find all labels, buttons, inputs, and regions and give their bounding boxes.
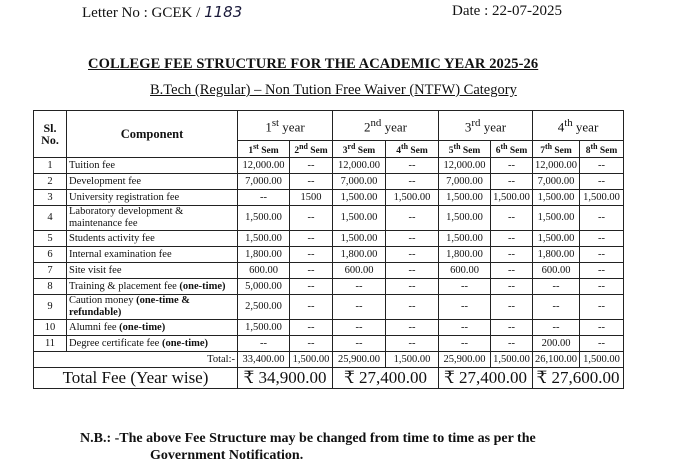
page-subtitle: B.Tech (Regular) – Non Tution Free Waiver (NTFW) Category xyxy=(150,82,517,98)
component-note: (one-time & refundable) xyxy=(69,295,191,319)
fee-cell: -- xyxy=(238,190,290,206)
row-component xyxy=(67,231,238,247)
fee-cell: -- xyxy=(439,279,491,295)
fee-cell: 1,500.00 xyxy=(533,190,580,206)
fee-cell: -- xyxy=(439,336,491,352)
semester-header: 2nd Sem xyxy=(290,141,333,158)
page-title: COLLEGE FEE STRUCTURE FOR THE ACADEMIC YEAR 2025-26 xyxy=(88,56,539,72)
semester-header: 6th Sem xyxy=(491,141,533,158)
fee-cell: 1,800.00 xyxy=(439,247,491,263)
table-row xyxy=(34,231,624,247)
fee-cell: 600.00 xyxy=(439,263,491,279)
table-row xyxy=(34,158,624,174)
component-name: Internal examination fee xyxy=(69,248,172,260)
fee-cell: -- xyxy=(290,158,333,174)
fee-cell: 1,500.00 xyxy=(533,206,580,231)
row-component xyxy=(67,174,238,190)
fee-cell: -- xyxy=(491,295,533,320)
fee-cell: -- xyxy=(491,206,533,231)
component-note: (one-time) xyxy=(161,337,209,349)
year-total: ₹ 27,600.00 xyxy=(533,368,624,389)
row-component xyxy=(67,206,238,231)
fee-cell: -- xyxy=(580,295,624,320)
fee-cell: 200.00 xyxy=(533,336,580,352)
fee-cell: -- xyxy=(290,263,333,279)
semester-header: 7th Sem xyxy=(533,141,580,158)
fee-cell: -- xyxy=(491,231,533,247)
fee-cell: 12,000.00 xyxy=(333,158,386,174)
fee-cell: -- xyxy=(290,206,333,231)
fee-cell: -- xyxy=(580,263,624,279)
fee-cell: 1,500.00 xyxy=(439,231,491,247)
semester-total: 25,900.00 xyxy=(333,352,386,368)
fee-cell: -- xyxy=(491,158,533,174)
fee-cell: -- xyxy=(439,295,491,320)
fee-cell: 7,000.00 xyxy=(333,174,386,190)
fee-cell: -- xyxy=(386,206,439,231)
year-total: ₹ 27,400.00 xyxy=(333,368,439,389)
letter-prefix: Letter No : GCEK / xyxy=(82,5,205,21)
semester-total: 26,100.00 xyxy=(533,352,580,368)
fee-cell: -- xyxy=(580,158,624,174)
fee-cell: -- xyxy=(290,295,333,320)
row-sl-no: 7 xyxy=(34,263,67,279)
row-component xyxy=(67,190,238,206)
semester-header: 3rd Sem xyxy=(333,141,386,158)
fee-cell: -- xyxy=(333,320,386,336)
fee-cell: -- xyxy=(290,174,333,190)
fee-cell: 600.00 xyxy=(533,263,580,279)
fee-cell: 12,000.00 xyxy=(439,158,491,174)
fee-cell: 7,000.00 xyxy=(533,174,580,190)
fee-cell: 1,500.00 xyxy=(386,190,439,206)
fee-cell: 600.00 xyxy=(333,263,386,279)
fee-cell: 1,800.00 xyxy=(533,247,580,263)
table-row xyxy=(34,295,624,320)
year-header: 3rd year xyxy=(439,111,533,141)
row-sl-no: 3 xyxy=(34,190,67,206)
fee-cell: -- xyxy=(386,263,439,279)
table-row xyxy=(34,320,624,336)
year-total: ₹ 34,900.00 xyxy=(238,368,333,389)
semester-header: 8th Sem xyxy=(580,141,624,158)
year-header: 4th year xyxy=(533,111,624,141)
fee-cell: 2,500.00 xyxy=(238,295,290,320)
row-sl-no: 11 xyxy=(34,336,67,352)
fee-cell: 1,500.00 xyxy=(238,231,290,247)
fee-cell: -- xyxy=(491,263,533,279)
component-name: Training & placement fee xyxy=(69,280,177,292)
row-component xyxy=(67,247,238,263)
sl-no-header: Sl. No. xyxy=(34,111,67,158)
fee-cell: 1,500.00 xyxy=(533,231,580,247)
fee-cell: 12,000.00 xyxy=(238,158,290,174)
fee-cell: -- xyxy=(491,279,533,295)
row-sl-no: 2 xyxy=(34,174,67,190)
semester-total: 1,500.00 xyxy=(580,352,624,368)
year-total: ₹ 27,400.00 xyxy=(439,368,533,389)
fee-cell: -- xyxy=(580,174,624,190)
component-name: Alumni fee xyxy=(69,321,117,333)
fee-cell: 12,000.00 xyxy=(533,158,580,174)
fee-cell: 5,000.00 xyxy=(238,279,290,295)
footnote-line-2: Government Notification. xyxy=(150,448,304,463)
table-row xyxy=(34,190,624,206)
row-component xyxy=(67,279,238,295)
fee-cell: -- xyxy=(533,320,580,336)
fee-cell: -- xyxy=(491,336,533,352)
fee-cell: -- xyxy=(290,231,333,247)
fee-cell: -- xyxy=(333,295,386,320)
fee-cell: -- xyxy=(580,336,624,352)
fee-cell: 1,800.00 xyxy=(333,247,386,263)
fee-cell: 1500 xyxy=(290,190,333,206)
component-note: (one-time) xyxy=(179,280,226,292)
table-row xyxy=(34,279,624,295)
fee-cell: -- xyxy=(386,247,439,263)
fee-cell: 1,800.00 xyxy=(238,247,290,263)
letter-number-handwritten: 1183 xyxy=(204,3,243,21)
letter-date: Date : 22-07-2025 xyxy=(452,3,562,19)
semester-total: 1,500.00 xyxy=(386,352,439,368)
fee-cell: -- xyxy=(386,336,439,352)
component-header: Component xyxy=(67,111,238,158)
semester-header: 5th Sem xyxy=(439,141,491,158)
fee-cell: -- xyxy=(290,247,333,263)
row-sl-no: 6 xyxy=(34,247,67,263)
semester-total: 1,500.00 xyxy=(290,352,333,368)
fee-cell: 1,500.00 xyxy=(238,206,290,231)
fee-cell: -- xyxy=(290,336,333,352)
fee-cell: 1,500.00 xyxy=(333,206,386,231)
fee-cell: -- xyxy=(386,174,439,190)
fee-cell: -- xyxy=(580,206,624,231)
fee-cell: 7,000.00 xyxy=(238,174,290,190)
row-component xyxy=(67,336,238,352)
row-component xyxy=(67,263,238,279)
footnote xyxy=(80,430,536,464)
row-sl-no: 4 xyxy=(34,206,67,231)
fee-cell: -- xyxy=(386,295,439,320)
fee-cell: 600.00 xyxy=(238,263,290,279)
grand-total-label: Total Fee (Year wise) xyxy=(34,368,238,389)
fee-cell: -- xyxy=(386,279,439,295)
fee-cell: 1,500.00 xyxy=(580,190,624,206)
year-header: 1st year xyxy=(238,111,333,141)
semester-header: 1st Sem xyxy=(238,141,290,158)
component-name: Tuition fee xyxy=(69,159,115,171)
component-name: Laboratory development & maintenance fee xyxy=(69,206,184,230)
component-name: Caution money xyxy=(69,295,134,307)
fee-cell: -- xyxy=(580,231,624,247)
fee-cell: -- xyxy=(290,279,333,295)
row-sl-no: 10 xyxy=(34,320,67,336)
fee-cell: -- xyxy=(333,336,386,352)
component-name: Development fee xyxy=(69,175,142,187)
fee-cell: 1,500.00 xyxy=(238,320,290,336)
row-component xyxy=(67,158,238,174)
fee-cell: -- xyxy=(386,158,439,174)
year-header: 2nd year xyxy=(333,111,439,141)
fee-cell: -- xyxy=(580,320,624,336)
fee-cell: -- xyxy=(491,247,533,263)
fee-cell: -- xyxy=(386,320,439,336)
fee-cell: -- xyxy=(491,174,533,190)
table-row xyxy=(34,174,624,190)
fee-cell: -- xyxy=(333,279,386,295)
table-row xyxy=(34,206,624,231)
semester-header: 4th Sem xyxy=(386,141,439,158)
fee-cell: -- xyxy=(580,279,624,295)
fee-cell: 7,000.00 xyxy=(439,174,491,190)
fee-cell: -- xyxy=(290,320,333,336)
component-name: University registration fee xyxy=(69,191,180,203)
fee-cell: -- xyxy=(439,320,491,336)
semester-total: 25,900.00 xyxy=(439,352,491,368)
semester-total: 33,400.00 xyxy=(238,352,290,368)
row-component xyxy=(67,295,238,320)
fee-cell: 1,500.00 xyxy=(439,190,491,206)
fee-cell: -- xyxy=(580,247,624,263)
fee-cell: -- xyxy=(491,320,533,336)
semester-total: 1,500.00 xyxy=(491,352,533,368)
fee-cell: -- xyxy=(238,336,290,352)
table-row xyxy=(34,336,624,352)
component-name: Degree certificate fee xyxy=(69,337,160,349)
fee-structure-table xyxy=(33,110,624,389)
row-component xyxy=(67,320,238,336)
row-sl-no: 9 xyxy=(34,295,67,320)
table-row xyxy=(34,247,624,263)
row-sl-no: 8 xyxy=(34,279,67,295)
row-sl-no: 5 xyxy=(34,231,67,247)
component-name: Site visit fee xyxy=(69,264,122,276)
fee-cell: 1,500.00 xyxy=(439,206,491,231)
component-name: Students activity fee xyxy=(69,232,155,244)
row-sl-no: 1 xyxy=(34,158,67,174)
fee-cell: -- xyxy=(533,295,580,320)
component-note: (one-time) xyxy=(119,321,166,333)
total-label: Total:- xyxy=(34,352,238,368)
fee-cell: 1,500.00 xyxy=(491,190,533,206)
fee-cell: -- xyxy=(533,279,580,295)
fee-cell: 1,500.00 xyxy=(333,231,386,247)
letter-number xyxy=(82,3,242,22)
footnote-line-1: N.B.: -The above Fee Structure may be changed from time to time as per the xyxy=(80,431,536,446)
fee-cell: -- xyxy=(386,231,439,247)
fee-cell: 1,500.00 xyxy=(333,190,386,206)
table-row xyxy=(34,263,624,279)
